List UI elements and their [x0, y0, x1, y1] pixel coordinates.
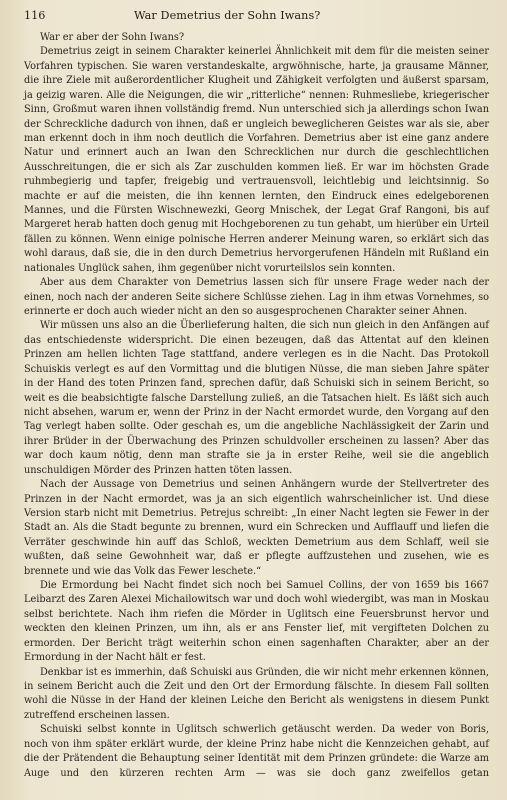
- body-text: [24, 31, 489, 781]
- page-header: [24, 10, 489, 30]
- paragraph: Aber aus dem Charakter von Demetrius lassen sich für unsere Frage weder nach der einen, noch nach der anderen Seite sichere Schlüsse ziehen. Lag in ihm etwas Vornehmes, so erinnerte er doch auch wieder nicht an den so ausgesprochenen Charakter seiner Ahnen.: [24, 277, 489, 318]
- paragraph: Demetrius zeigt in seinem Charakter keinerlei Ähnlichkeit mit dem für die meisten seiner Vorfahren typischen. Sie waren verstandeskalte, argwöhnische, harte, ja grausame Männer, die ihre Ziele mit außerordentlicher Klugheit und Zähigkeit verfolgten und äußerst sparsam, ja geizig waren. Alle die Neigungen, die wir „ritterliche“ nennen: Ruhmesliebe, kriegerischer Sinn, Großmut waren ihnen vollständig fremd. Nun unterschied sich ja allerdings schon Iwan der Schreckliche dadurch von ihnen, daß er ungleich beweglicheren Geistes war als sie, aber man erkennt doch in ihm noch deutlich die Vorfahren. Demetrius aber ist eine ganz andere Natur und erinnert auch an Iwan den Schrecklichen nur durch die geschlechtlichen Ausschreitungen, die er sich als Zar zuschulden kommen ließ. Er war im höchsten Grade ruhmbegierig und tapfer, freigebig und vertrauensvoll, leichtlebig und leichtsinnig. So machte er auf die meisten, die ihn kennen lernten, den Eindruck eines edelgeborenen Mannes, und die Fürsten Wischnewezki, Georg Mnischek, der Legat Graf Rangoni, bis auf Margeret herab hatten doch genug mit Hochgeborenen zu tun gehabt, um hierüber ein Urteil fällen zu können. Wenn einige polnische Herren anderer Meinung waren, so erklärt sich das wohl daraus, daß sie, die in den durch Demetrius hervorgerufenen Händeln mit Rußland ein nationales Unglück sahen, ihm gegenüber nicht vorurteilslos sein konnten.: [24, 46, 489, 274]
- paragraph: Schuiski selbst konnte in Uglitsch schwerlich getäuscht werden. Da weder von Boris, noch von ihm später erklärt wurde, der kleine Prinz habe nicht die Kennzeichen gehabt, auf die der Prätendent die Behauptung seiner Identität mit dem Prinzen gründete: die Warze am Auge und den kürzeren rechten Arm — was sie doch ganz zweifellos getan: [24, 724, 489, 779]
- page-number: 116: [24, 9, 46, 22]
- paragraph: Wir müssen uns also an die Überlieferung halten, die sich nun gleich in den Anfängen auf das entschiedenste widerspricht. Die einen bezeugen, daß das Attentat auf den kleinen Prinzen am hellen lichten Tage stattfand, andere verlegen es in die Nacht. Das Protokoll Schuiskis verlegt es auf den Vormittag und die blutigen Nüsse, die man sieben Jahre später in der Hand des toten Prinzen fand, sprechen dafür, daß Schuiski sich in seinem Bericht, so weit es die beabsichtigte falsche Darstellung zuließ, an die Tatsachen hielt. Es läßt sich auch nicht absehen, warum er, wenn der Prinz in der Nacht ermordet wurde, den Vorgang auf den Tag verlegt haben sollte. Oder geschah es, um die angebliche Nachlässigkeit der Zarin und ihrer Brüder in der Überwachung des Prinzen schuldvoller erscheinen zu lassen? Aber das war doch kaum nötig, denn man strafte sie ja in erster Reihe, weil sie die angeblich unschuldigen Mörder des Prinzen hatten töten lassen.: [24, 320, 489, 476]
- paragraph: War er aber der Sohn Iwans?: [40, 32, 185, 43]
- running-title: War Demetrius der Sohn Iwans?: [134, 9, 321, 22]
- paragraph: Nach der Aussage von Demetrius und seinen Anhängern wurde der Stellvertreter des Prinzen in der Nacht ermordet, was ja an sich eigentlich wahrscheinlicher ist. Und diese Version starb nicht mit Demetrius. Petrejus schreibt: „In einer Nacht legten sie Fewer in der Stadt an. Als die Stadt begunte zu brennen, wurd ein Schrecken und Aufflauff und liefen die Verräter geschwinde hin auff das Schloß, weckten Demetrium aus dem Schlaff, weil sie wußten, daß seine Gewohnheit war, daß er pflegte auffzustehen und zusehen, wie es brennete und wie das Volk das Fewer leschete.“: [24, 479, 489, 577]
- paragraph: Die Ermordung bei Nacht findet sich noch bei Samuel Collins, der von 1659 bis 1667 Leibarzt des Zaren Alexei Michailowitsch war und doch wohl wiedergibt, was man in Moskau selbst berichtete. Nach ihm riefen die Mörder in Uglitsch eine Feuersbrunst hervor und weckten den kleinen Prinzen, um ihn, als er ans Fenster lief, mit vergifteten Dolchen zu ermorden. Der Bericht trägt weiterhin schon einen sagenhaften Charakter, aber an der Ermordung in der Nacht hält er fest.: [24, 580, 489, 664]
- paragraph: Denkbar ist es immerhin, daß Schuiski aus Gründen, die wir nicht mehr erkennen können, in seinem Bericht auch die Zeit und den Ort der Ermordung fälschte. In diesem Fall sollten wohl die Nüsse in der Hand der kleinen Leiche den Bericht als wenigstens in diesem Punkt zutreffend erscheinen lassen.: [24, 666, 489, 721]
